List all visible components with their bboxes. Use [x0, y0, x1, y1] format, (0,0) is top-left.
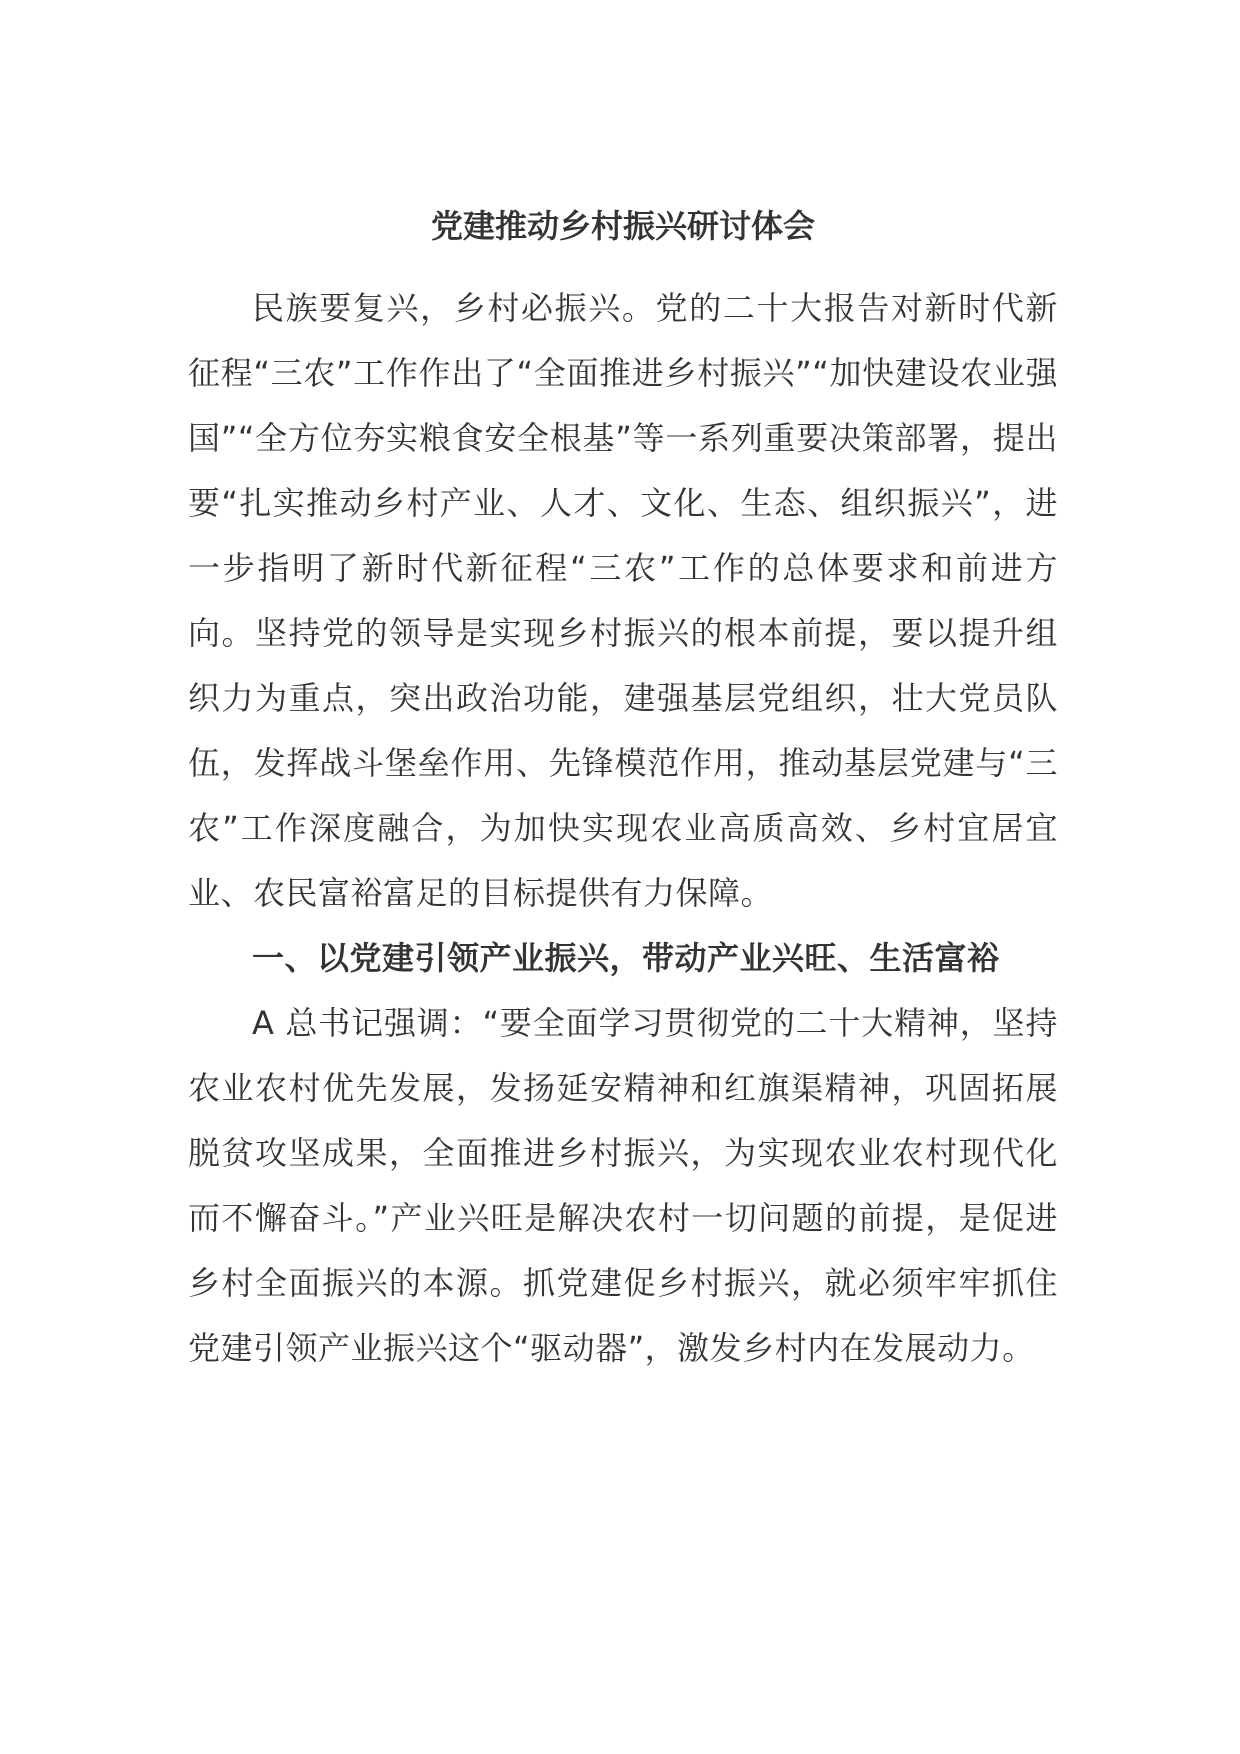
section-paragraph: A 总书记强调：“要全面学习贯彻党的二十大精神，坚持农业农村优先发展，发扬延安精神和红旗渠精神，巩固拓展脱贫攻坚成果，全面推进乡村振兴，为实现农业农村现代化而不懈奋斗。”产业兴旺是解决农村一切问题的前提，是促进乡村全面振兴的本源。抓党建促乡村振兴，就必须牢牢抓住党建引领产业振兴这个“驱动器”，激发乡村内在发展动力。 [188, 1004, 1058, 1367]
section-heading: 一、以党建引领产业振兴，带动产业兴旺、生活富裕 [252, 939, 1000, 977]
intro-paragraph: 民族要复兴，乡村必振兴。党的二十大报告对新时代新征程“三农”工作作出了“全面推进乡村振兴”“加快建设农业强国”“全方位夯实粮食安全根基”等一系列重要决策部署，提出要“扎实推动乡村产业、人才、文化、生态、组织振兴”，进一步指明了新时代新征程“三农”工作的总体要求和前进方向。坚持党的领导是实现乡村振兴的根本前提，要以提升组织力为重点，突出政治功能，建强基层党组织，壮大党员队伍，发挥战斗堡垒作用、先锋模范作用，推动基层党建与“三农”工作深度融合，为加快实现农业高质高效、乡村宜居宜业、农民富裕富足的目标提供有力保障。 [188, 289, 1058, 912]
document-page [188, 196, 1058, 1381]
document-title: 党建推动乡村振兴研讨体会 [430, 207, 815, 245]
